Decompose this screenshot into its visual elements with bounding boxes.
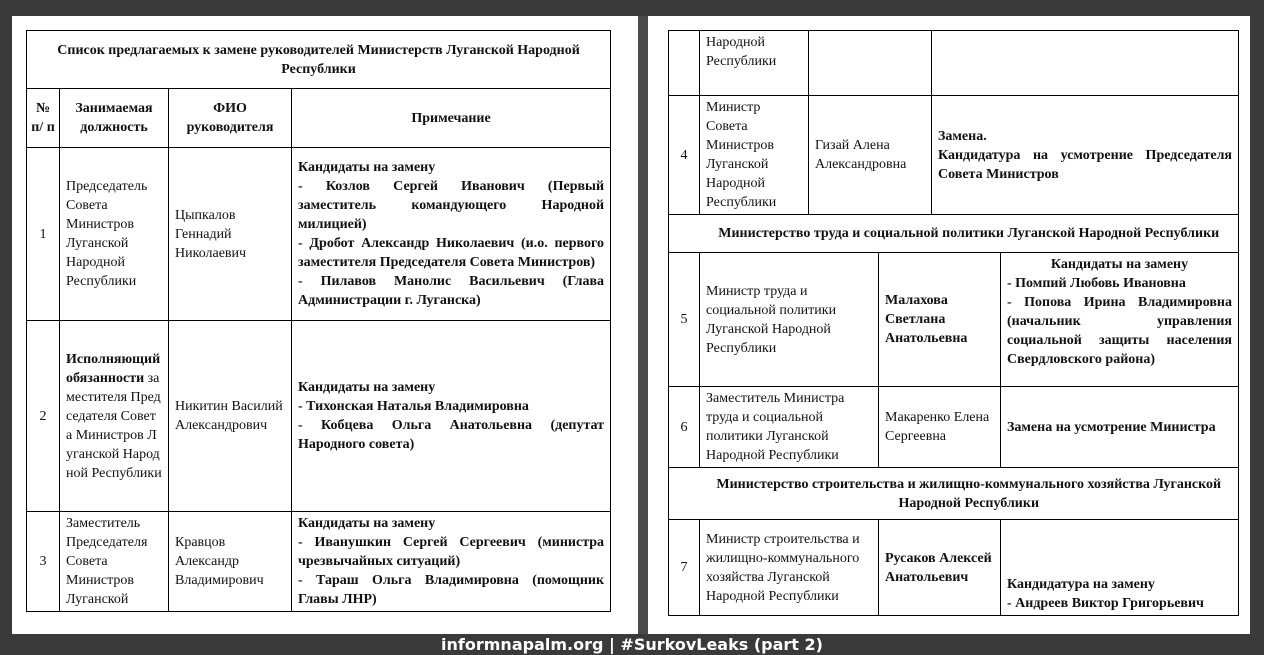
row-number: 4 xyxy=(669,96,700,215)
note-heading: Кандидаты на замену xyxy=(298,160,436,175)
row-name: Русаков Алексей Анатольевич xyxy=(879,520,1001,616)
row-number: 7 xyxy=(669,520,700,616)
section-heading: Министерство строительства и жилищно-коммунального хозяйства Луганской Народной Республики xyxy=(700,468,1239,520)
row-name: Цыпкалов Геннадий Николаевич xyxy=(169,148,292,321)
row-note xyxy=(1001,253,1239,387)
row-name: Малахова Светлана Анатольевна xyxy=(879,253,1001,387)
row-note: Замена на усмотрение Министра xyxy=(1001,387,1239,468)
table-row xyxy=(669,253,1239,387)
row-number: 3 xyxy=(27,512,60,612)
row-note xyxy=(932,31,1239,96)
section-heading: Министерство труда и социальной политики Луганской Народной Республики xyxy=(700,215,1239,253)
candidate-entry: - Помпий Любовь Ивановна xyxy=(1007,276,1186,291)
section-spacer xyxy=(669,215,700,253)
position-text: заместителя Председателя Совета Министров Луганской Народной Республики xyxy=(66,370,162,481)
note-heading: Кандидаты на замену xyxy=(1050,257,1189,272)
section-row xyxy=(669,468,1239,520)
page-divider xyxy=(638,16,648,634)
note-heading: Замена. xyxy=(938,128,987,144)
note-heading: Кандидаты на замену xyxy=(298,380,436,395)
row-note xyxy=(292,148,611,321)
header-position: Занимаемая должность xyxy=(60,89,169,148)
row-name: Кравцов Александр Владимирович xyxy=(169,512,292,612)
header-note: Примечание xyxy=(292,89,611,148)
table-row xyxy=(27,321,611,512)
row-position: Министр труда и социальной политики Луганской Народной Республики xyxy=(700,253,879,387)
position-status: Исполняющий обязанности xyxy=(66,351,161,386)
candidate-entry: - Козлов Сергей Иванович (Первый заместитель командующего Народной милицией) xyxy=(298,179,605,232)
document-page-right xyxy=(648,16,1250,634)
row-position: Министр Совета Министров Луганской Народной Республики xyxy=(700,96,809,215)
candidate-entry: - Попова Ирина Владимировна (начальник управления социальной защиты населения Свердловского района) xyxy=(1007,295,1232,367)
row-note xyxy=(932,96,1239,215)
replacement-table-left xyxy=(26,30,611,612)
row-name: Макаренко Елена Сергеевна xyxy=(879,387,1001,468)
row-position: Народной Республики xyxy=(700,31,809,96)
table-row xyxy=(669,520,1239,616)
table-row xyxy=(669,387,1239,468)
header-name: ФИО руководителя xyxy=(169,89,292,148)
candidate-entry: - Пилавов Манолис Васильевич (Глава Администрации г. Луганска) xyxy=(298,274,605,308)
table-title: Список предлагаемых к замене руководителей Министерств Луганской Народной Республики xyxy=(27,31,611,89)
source-caption: informnapalm.org | #SurkovLeaks (part 2) xyxy=(441,635,823,654)
document-page-left xyxy=(12,16,638,634)
row-number: 6 xyxy=(669,387,700,468)
row-number: 2 xyxy=(27,321,60,512)
section-spacer xyxy=(669,468,700,520)
row-number: 1 xyxy=(27,148,60,321)
note-text: Кандидатура на усмотрение Председателя Совета Министров xyxy=(938,147,1232,182)
row-position: Заместитель Министра труда и социальной политики Луганской Народной Республики xyxy=(700,387,879,468)
row-note xyxy=(1001,520,1239,616)
row-position xyxy=(60,321,169,512)
section-row xyxy=(669,215,1239,253)
candidate-entry: - Кобцева Ольга Анатольевна (депутат Народного совета) xyxy=(298,418,605,452)
candidate-entry: - Иванушкин Сергей Сергеевич (министра чрезвычайных ситуаций) xyxy=(298,535,605,569)
candidate-entry: - Тихонская Наталья Владимировна xyxy=(298,399,529,414)
row-number xyxy=(669,31,700,96)
candidate-entry: - Андреев Виктор Григорьевич xyxy=(1007,596,1204,611)
row-name: Гизай Алена Александровна xyxy=(809,96,932,215)
table-row xyxy=(669,31,1239,96)
header-number: № п/ п xyxy=(27,89,60,148)
row-position: Заместитель Председателя Совета Министров Луганской xyxy=(60,512,169,612)
row-name: Никитин Василий Александрович xyxy=(169,321,292,512)
row-name xyxy=(809,31,932,96)
table-row xyxy=(669,96,1239,215)
replacement-table-right xyxy=(668,30,1239,616)
table-row xyxy=(27,512,611,612)
table-row xyxy=(27,148,611,321)
note-heading: Кандидатура на замену xyxy=(1007,577,1155,592)
row-position: Председатель Совета Министров Луганской Народной Республики xyxy=(60,148,169,321)
row-number: 5 xyxy=(669,253,700,387)
candidate-entry: - Тараш Ольга Владимировна (помощник Главы ЛНР) xyxy=(298,573,605,607)
row-note xyxy=(292,321,611,512)
row-position: Министр строительства и жилищно-коммунального хозяйства Луганской Народной Республики xyxy=(700,520,879,616)
note-heading: Кандидаты на замену xyxy=(298,516,436,531)
candidate-entry: - Дробот Александр Николаевич (и.о. первого заместителя Председателя Совета Министров) xyxy=(298,236,605,270)
row-note xyxy=(292,512,611,612)
